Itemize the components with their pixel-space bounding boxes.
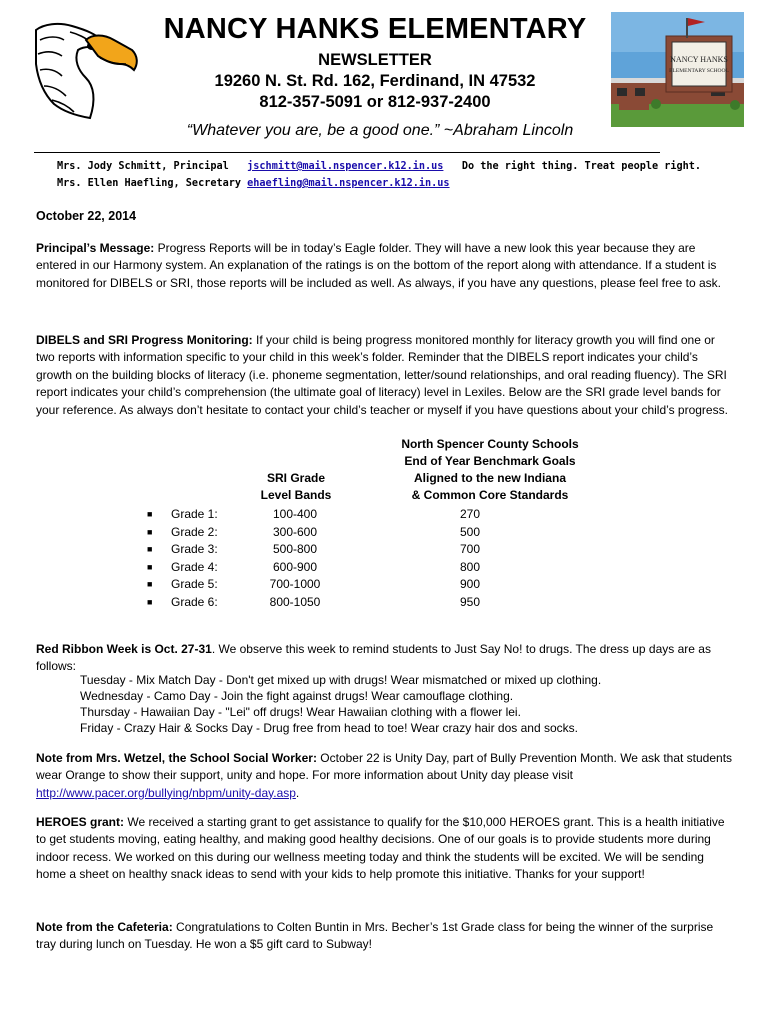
grade-label: Grade 6: — [171, 594, 218, 609]
principal-heading: Principal’s Message: — [36, 241, 155, 255]
dibels-heading: DIBELS and SRI Progress Monitoring: — [36, 333, 253, 347]
benchmark-goal: 700 — [459, 542, 481, 556]
grade-label: Grade 3: — [171, 542, 218, 556]
sri-band: 500-800 — [272, 542, 318, 556]
wetzel-body: October 22 is Unity Day, part of Bully Prevention Month. We ask that students wear Orange to show their support, unity and hope. For more information about Unity day please visit — [36, 751, 733, 783]
header-divider — [34, 152, 660, 153]
sri-band: 600-900 — [272, 559, 318, 574]
table-row — [0, 577, 768, 595]
grade-label: Grade 2: — [171, 524, 218, 539]
heroes-body: We received a starting grant to get assistance to qualify for the $10,000 HEROES grant. This is a health initiative to get students moving, eating healthy, and making good healthy decisions. One of our goals is to provide students more during indoor recess. We worked on this during our wellness meeting today and think the students will be excited. We will be sending home a sheet on healthy snack ideas to send with your kids to help promote this initiative. Thanks for your support! — [36, 815, 725, 882]
benchmark-header-1: North Spencer County Schools — [401, 437, 579, 451]
dress-day-thursday: Thursday - Hawaiian Day - "Lei" off drugs! Wear Hawaiian clothing with a flower lei. — [80, 705, 521, 719]
principal-message — [36, 240, 736, 292]
unity-day-link[interactable]: http://www.pacer.org/bullying/nbpm/unity-day.asp — [36, 785, 296, 800]
bullet-icon: ■ — [147, 544, 153, 554]
bullet-icon: ■ — [147, 526, 153, 537]
table-row — [0, 560, 768, 578]
school-photo — [611, 12, 744, 127]
benchmark-goal: 800 — [459, 559, 481, 574]
benchmark-goal: 950 — [459, 594, 481, 609]
bullet-icon: ■ — [147, 596, 153, 607]
school-sign-line1: NANCY HANKS — [670, 55, 728, 64]
table-row — [0, 525, 768, 543]
staff-secretary — [57, 178, 450, 189]
wetzel-heading: Note from Mrs. Wetzel, the School Social Worker: — [36, 751, 317, 765]
sri-band: 800-1050 — [269, 594, 321, 609]
table-row — [0, 542, 768, 560]
principal-name: Mrs. Jody Schmitt, Principal — [57, 161, 229, 172]
dress-day-tuesday: Tuesday - Mix Match Day - Don't get mixed up with drugs! Wear mismatched or mixed up clothing. — [80, 673, 602, 687]
wetzel-after: . — [295, 785, 300, 800]
school-phones: 812-357-5091 or 812-937-2400 — [259, 93, 491, 111]
school-address: 19260 N. St. Rd. 162, Ferdinand, IN 47532 — [214, 72, 536, 90]
principal-body: Progress Reports will be in today’s Eagle folder. They will have a new look this year because they are entered in our Harmony system. An explanation of the ratings is on the bottom of the report along with attendance. If a student is monitored for DIBELS or SRI, those reports will be included as well. As always, if you have any questions, please feel free to ask. — [36, 241, 722, 290]
lincoln-quote: “Whatever you are, be a good one.” ~Abraham Lincoln — [186, 122, 574, 139]
newsletter-label: NEWSLETTER — [318, 51, 432, 69]
secretary-email-link[interactable]: ehaefling@mail.nspencer.k12.in.us — [247, 178, 450, 189]
benchmark-goal: 900 — [459, 577, 481, 591]
benchmark-header-4: & Common Core Standards — [411, 488, 569, 502]
cafeteria-note — [36, 919, 736, 954]
sri-band: 100-400 — [272, 507, 318, 521]
school-title: NANCY HANKS ELEMENTARY — [163, 13, 587, 45]
benchmark-goal: 270 — [459, 507, 481, 521]
benchmark-goal: 500 — [459, 524, 481, 539]
benchmark-header-3: Aligned to the new Indiana — [413, 471, 566, 485]
principal-email-link[interactable]: jschmitt@mail.nspencer.k12.in.us — [247, 161, 444, 172]
sri-band: 700-1000 — [269, 577, 321, 591]
cafeteria-body: Congratulations to Colten Buntin in Mrs. Becher’s 1st Grade class for being the winner of the surprise tray during lunch on Tuesday. He won a $5 gift card to Subway! — [36, 920, 714, 952]
red-ribbon-section — [36, 641, 736, 676]
band-header-2: Level Bands — [260, 488, 332, 502]
band-header-1: SRI Grade — [266, 471, 326, 485]
ribbon-body: . We observe this week to remind students to Just Say No! to drugs. The dress up days are as follows: — [36, 642, 711, 674]
social-worker-note — [36, 750, 736, 802]
bullet-icon: ■ — [147, 579, 153, 589]
bullet-icon: ■ — [147, 509, 153, 519]
school-sign-line2: ELEMENTARY SCHOOL — [669, 68, 729, 74]
eagle-mascot-icon — [34, 20, 140, 122]
grade-label: Grade 4: — [171, 559, 218, 574]
grade-label: Grade 1: — [171, 507, 218, 521]
dibels-body: If your child is being progress monitored monthly for literacy growth you will find one or two reports with information specific to your child in this week’s folder. Reminder that the DIBELS report indicates your child’s growth on the building blocks of literacy (i.e. phoneme segmentation, letter/sound relationships, and oral reading fluency). The SRI report indicates your child’s comprehension (the ultimate goal of literacy) level in Lexiles. Below are the SRI grade level bands for your reference. As always don’t hesitate to contact your child’s teacher or myself if you have questions about your child’s progress. — [36, 333, 728, 417]
ribbon-heading: Red Ribbon Week is Oct. 27-31 — [36, 642, 212, 656]
heroes-heading: HEROES grant: — [36, 815, 125, 829]
bullet-icon: ■ — [147, 561, 153, 572]
benchmark-header-2: End of Year Benchmark Goals — [404, 454, 576, 468]
table-row — [0, 507, 768, 525]
dibels-section — [36, 332, 736, 419]
table-row — [0, 595, 768, 613]
dress-day-wednesday: Wednesday - Camo Day - Join the fight against drugs! Wear camouflage clothing. — [80, 689, 514, 703]
grade-label: Grade 5: — [171, 577, 218, 591]
secretary-name: Mrs. Ellen Haefling, Secretary — [57, 178, 242, 189]
newsletter-date: October 22, 2014 — [36, 209, 137, 223]
cafeteria-heading: Note from the Cafeteria: — [36, 920, 173, 934]
dress-day-friday: Friday - Crazy Hair & Socks Day - Drug free from head to toe! Wear crazy hair dos and socks. — [80, 721, 578, 735]
heroes-grant-section — [36, 814, 736, 884]
sri-band: 300-600 — [272, 524, 318, 539]
school-motto: Do the right thing. Treat people right. — [461, 161, 702, 172]
staff-principal — [57, 161, 701, 172]
